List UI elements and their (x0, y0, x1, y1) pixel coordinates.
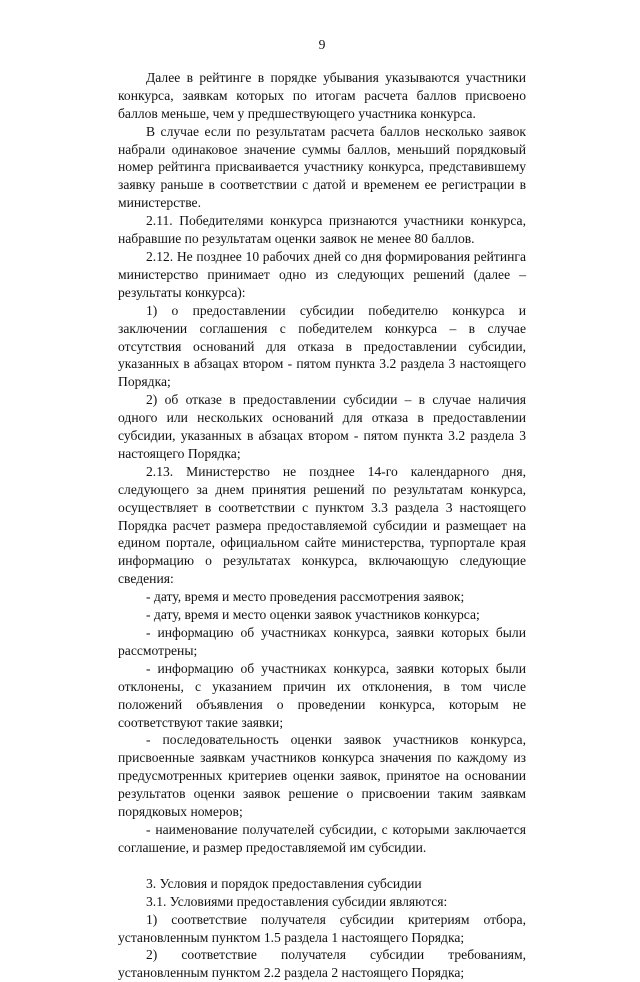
list-item: - дату, время и место оценки заявок участников конкурса; (146, 607, 480, 623)
list-item: 1) соответствие получателя субсидии критериям отбора, установленным пунктом 1.5 раздела 1 настоящего Порядка; (118, 911, 526, 945)
paragraph: 2.13. Министерство не позднее 14-го календарного дня, следующего за днем принятия решений по результатам конкурса, осуществляет в соответствии с пунктом 3.3 раздела 3 настоящего Порядка расчет размера предоставляемой субсидии и размещает на едином портале, официальном сайте министерства, турпортале края информацию о результатах конкурса, включающую следующие сведения: (118, 463, 526, 587)
paragraph: В случае если по результатам расчета баллов несколько заявок набрали одинаковое значение суммы баллов, меньший порядковый номер рейтинга присваивается участнику конкурса, представившему заявку раньше в соответствии с датой и временем ее регистрации в министерстве. (118, 123, 526, 211)
paragraph: Далее в рейтинге в порядке убывания указываются участники конкурса, заявкам которых по итогам расчета баллов присвоено баллов меньше, чем у предшествующего участника конкурса. (118, 69, 526, 121)
page-number: 9 (318, 37, 326, 52)
list-item: - информацию об участниках конкурса, заявки которых были отклонены, с указанием причин их отклонения, в том числе положений объявления о проведении конкурса, которым не соответствуют такие заявки; (118, 660, 526, 730)
list-item: 2) соответствие получателя субсидии требованиям, установленным пунктом 2.2 раздела 2 настоящего Порядка; (118, 947, 526, 981)
paragraph: 2.11. Победителями конкурса признаются участники конкурса, набравшие по результатам оценки заявок не менее 80 баллов. (118, 213, 526, 247)
list-item: 2) об отказе в предоставлении субсидии – в случае наличия одного или нескольких оснований для отказа в предоставлении субсидии, указанных в абзацах втором - пятом пункта 3.2 раздела 3 настоящего Порядка; (118, 392, 526, 461)
section-heading: 3. Условия и порядок предоставления субсидии (146, 875, 422, 891)
paragraph: 3.1. Условиями предоставления субсидии являются: (146, 893, 448, 909)
list-item: - дату, время и место проведения рассмотрения заявок; (146, 589, 465, 605)
list-item: - последовательность оценки заявок участников конкурса, присвоенные заявкам участников конкурса значения по каждому из предусмотренных критериев оценки заявок, принятое на основании результатов оценки заявок решение о присвоении таким заявкам порядковых номеров; (118, 732, 526, 820)
list-item: 1) о предоставлении субсидии победителю конкурса и заключении соглашения с победителем конкурса – в случае отсутствия оснований для отказа в предоставлении субсидии, указанных в абзацах втором - пятом пункта 3.2 раздела 3 настоящего Порядка; (118, 302, 526, 390)
paragraph: 2.12. Не позднее 10 рабочих дней со дня формирования рейтинга министерство принимает одно из следующих решений (далее – результаты конкурса): (118, 248, 526, 300)
list-item: - информацию об участниках конкурса, заявки которых были рассмотрены; (118, 625, 526, 658)
list-item: - наименование получателей субсидии, с которыми заключается соглашение, и размер предоставляемой им субсидии. (118, 821, 526, 855)
